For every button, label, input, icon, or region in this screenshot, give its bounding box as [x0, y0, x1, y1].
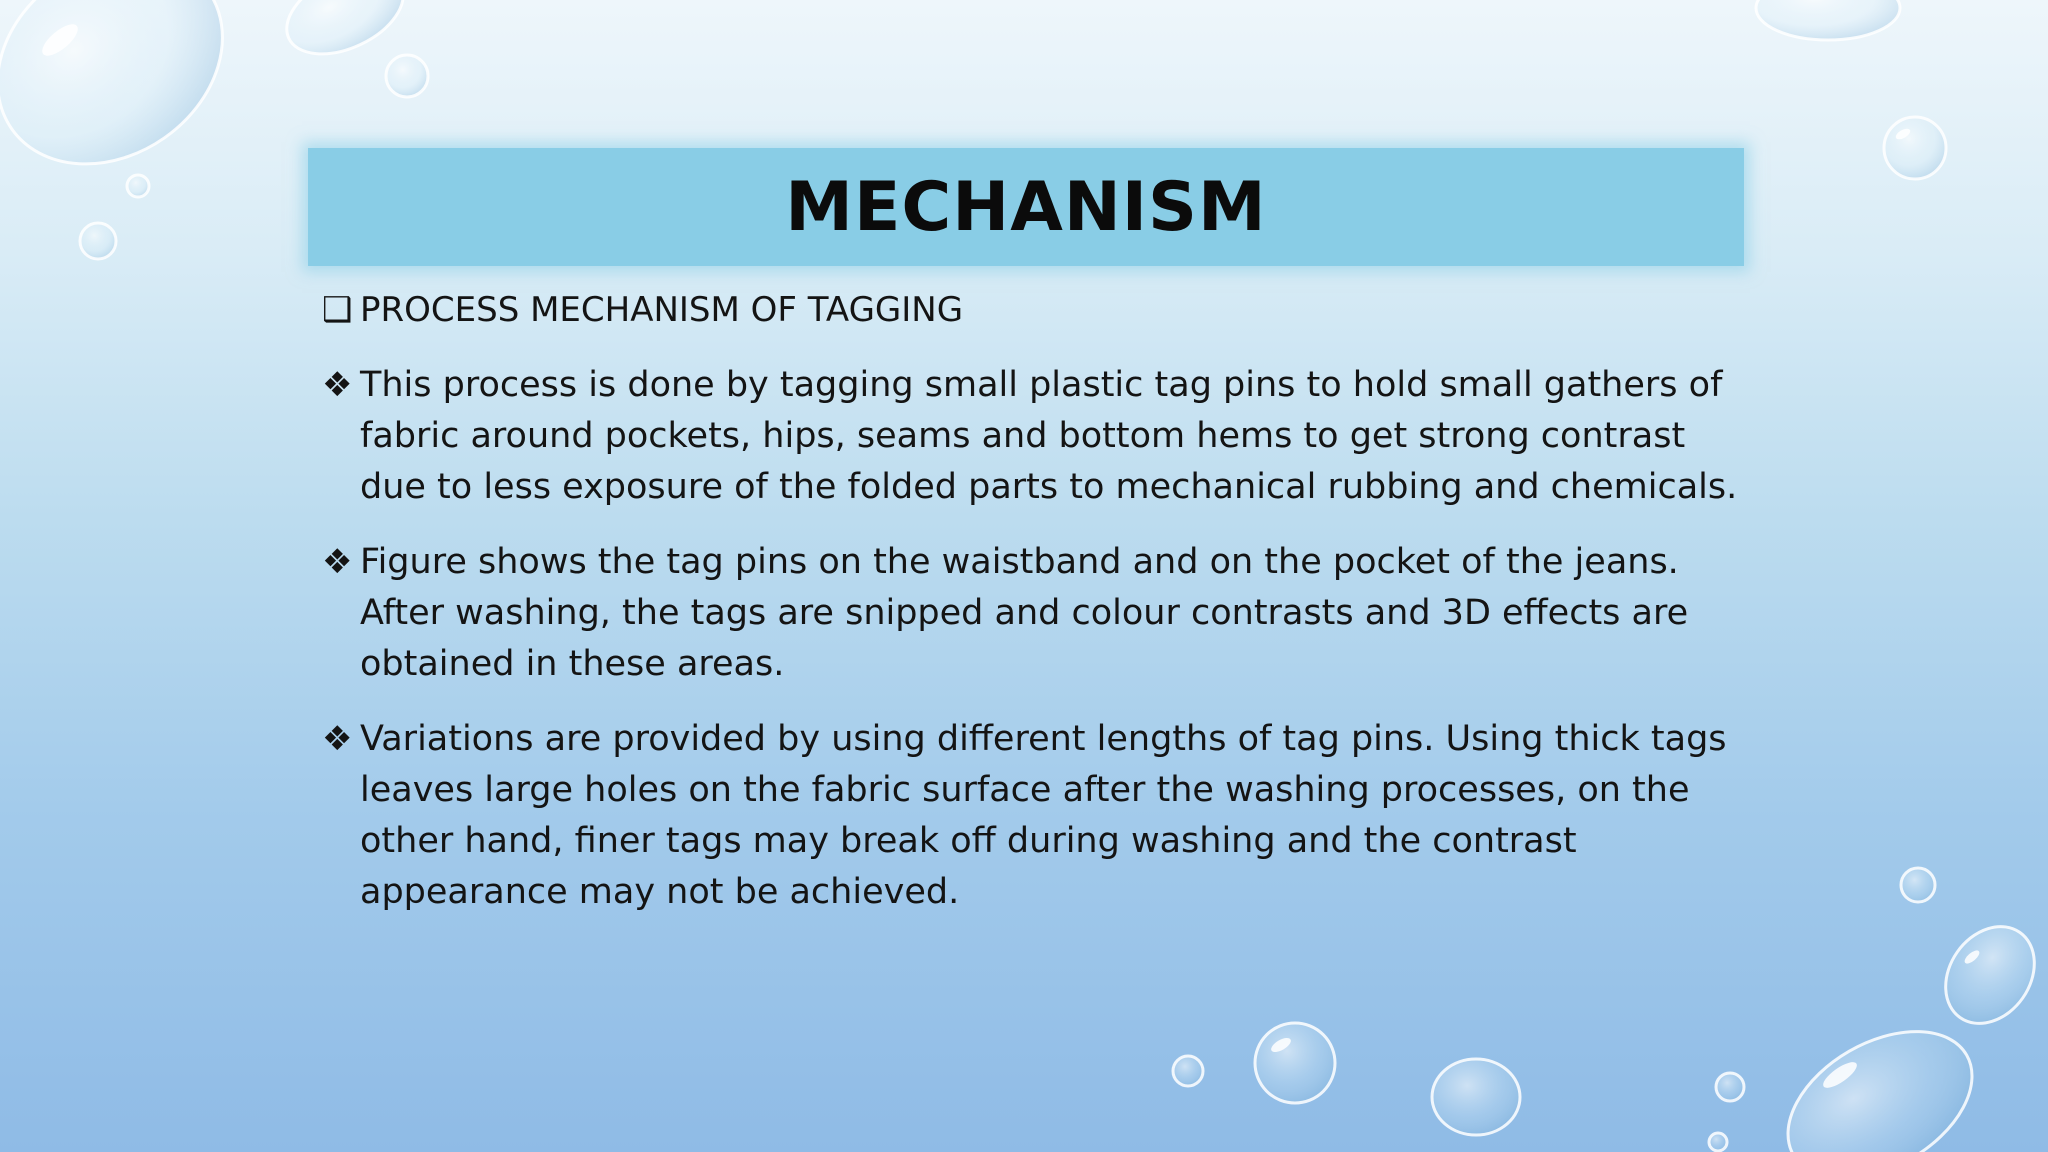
drop-highlight — [37, 19, 82, 61]
section-heading-text: PROCESS MECHANISM OF TAGGING — [360, 290, 964, 330]
diamond-bullet-icon: ❖ — [322, 719, 353, 759]
checkbox-bullet-icon: ❑ — [322, 290, 353, 330]
drop-shape — [1432, 1059, 1520, 1135]
bullet-text: This process is done by tagging small plastic tag pins to hold small gathers of fabric around pockets, hips, seams and bottom hems to get strong contrast due to less exposure of the folded parts to mechanical rubbing and chemicals. — [360, 365, 1738, 507]
drop-shape — [0, 0, 263, 207]
drop-shape — [1716, 1073, 1744, 1101]
drop-highlight — [1963, 948, 1982, 966]
slide-content — [322, 290, 1762, 942]
bullet-text: Variations are provided by using different lengths of tag pins. Using thick tags leaves large holes on the fabric surface after the washing processes, on the other hand, finer tags may break off during washing and the contrast appearance may not be achieved. — [360, 719, 1727, 912]
drop-shape — [1762, 1001, 1997, 1152]
drop-shape — [386, 55, 428, 97]
drop-highlight — [1269, 1035, 1293, 1055]
drop-shape — [1756, 0, 1900, 40]
drop-shape — [127, 175, 149, 197]
drop-shape — [80, 223, 116, 259]
drop-highlight — [1894, 127, 1912, 142]
bullet-item — [322, 360, 1762, 513]
drop-shape — [1709, 1133, 1727, 1151]
drop-shape — [1884, 117, 1946, 179]
drop-highlight — [1820, 1058, 1861, 1092]
slide-title: MECHANISM — [785, 167, 1267, 247]
drop-shape — [1173, 1056, 1203, 1086]
diamond-bullet-icon: ❖ — [322, 365, 353, 405]
bullet-item — [322, 537, 1762, 690]
drop-shape — [274, 0, 417, 71]
drop-shape — [1927, 909, 2048, 1040]
drop-shape — [1901, 868, 1935, 902]
bullet-text: Figure shows the tag pins on the waistband and on the pocket of the jeans. After washing, the tags are snipped and colour contrasts and 3D effects are obtained in these areas. — [360, 542, 1689, 684]
bullet-item — [322, 714, 1762, 918]
drop-shape — [1255, 1023, 1335, 1103]
diamond-bullet-icon: ❖ — [322, 542, 353, 582]
section-heading — [322, 290, 1762, 330]
title-banner — [308, 148, 1744, 266]
